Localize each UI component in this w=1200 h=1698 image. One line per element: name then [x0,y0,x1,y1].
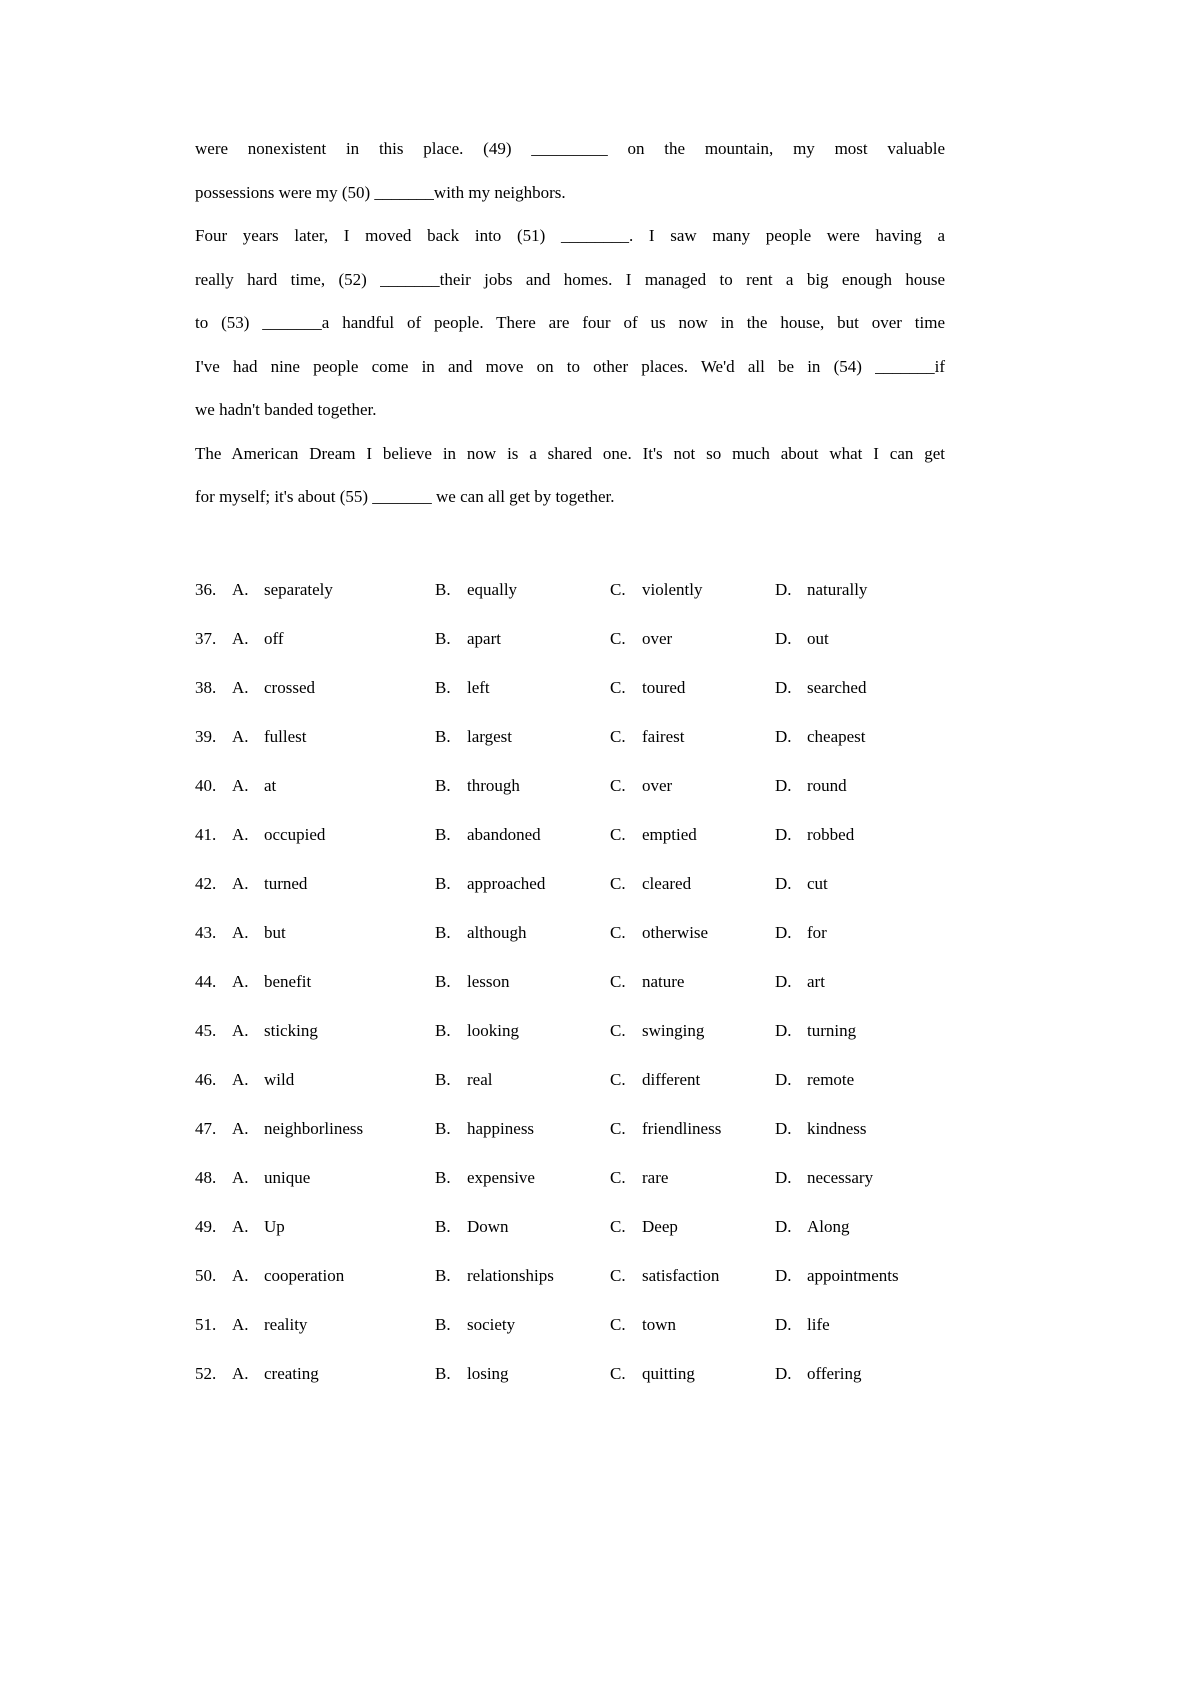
option-text: town [642,1314,676,1334]
question-number: 41. [195,824,217,844]
passage-line: The American Dream I believe in now is a shared one. It's not so much about what I can get [195,443,945,463]
option-letter: A. [232,1216,249,1236]
option-cell [195,565,435,614]
option-cell [610,1349,775,1398]
option-letter: B. [435,1118,451,1138]
option-text: round [807,775,847,795]
option-cell [775,1104,945,1153]
option-cell [435,761,610,810]
question-number: 39. [195,726,217,746]
option-text: turned [264,873,308,893]
option-letter: A. [232,775,249,795]
option-text: different [642,1069,701,1089]
option-text: searched [807,677,867,697]
option-cell [775,957,945,1006]
option-cell [610,908,775,957]
option-text: nature [642,971,685,991]
option-letter: D. [775,971,792,991]
option-cell [195,810,435,859]
option-cell [435,614,610,663]
option-text: creating [264,1363,319,1383]
option-letter: C. [610,1020,626,1040]
option-letter: C. [610,873,626,893]
option-cell [195,761,435,810]
question-number: 36. [195,579,217,599]
option-letter: A. [232,1363,249,1383]
option-cell [435,1349,610,1398]
option-cell [195,1055,435,1104]
option-cell [610,810,775,859]
passage-line: were nonexistent in this place. (49) _________ on the mountain, my most valuable [195,139,945,158]
option-cell [435,565,610,614]
question-number: 38. [195,677,217,697]
passage-line: possessions were my (50) _______with my neighbors. [195,182,566,202]
option-text: Deep [642,1216,678,1236]
question-row [195,1300,945,1349]
option-text: necessary [807,1167,874,1187]
option-text: cheapest [807,726,866,746]
option-text: although [467,922,527,942]
question-number: 47. [195,1118,217,1138]
option-text: otherwise [642,922,709,942]
option-text: Up [264,1216,285,1236]
option-letter: D. [775,1265,792,1285]
passage-line: we hadn't banded together. [195,400,377,419]
question-number: 42. [195,873,217,893]
question-row [195,957,945,1006]
option-text: sticking [264,1020,318,1040]
option-cell [775,1006,945,1055]
passage-line: really hard time, (52) _______their jobs and homes. I managed to rent a big enough house [195,269,945,289]
option-text: largest [467,726,513,746]
option-cell [435,1300,610,1349]
option-letter: A. [232,1314,249,1334]
option-text: benefit [264,971,312,991]
option-text: satisfaction [642,1265,720,1285]
option-cell [610,859,775,908]
option-cell [435,810,610,859]
option-cell [610,663,775,712]
option-cell [610,1251,775,1300]
option-cell [610,1104,775,1153]
question-number: 40. [195,775,217,795]
option-cell [775,1202,945,1251]
option-text: off [264,628,284,648]
option-text: swinging [642,1020,705,1040]
option-text: offering [807,1363,862,1383]
option-letter: D. [775,1216,792,1236]
option-cell [775,1153,945,1202]
option-cell [435,712,610,761]
option-cell [775,1055,945,1104]
option-text: out [807,628,829,648]
option-letter: C. [610,726,626,746]
option-text: violently [642,579,703,599]
option-text: losing [467,1363,509,1383]
option-text: naturally [807,579,868,599]
option-cell [195,908,435,957]
option-letter: A. [232,922,249,942]
option-text: equally [467,579,518,599]
option-text: over [642,775,673,795]
option-letter: A. [232,579,249,599]
option-letter: C. [610,1216,626,1236]
option-letter: D. [775,824,792,844]
option-cell [775,565,945,614]
question-number: 44. [195,971,217,991]
option-cell [775,1349,945,1398]
option-letter: B. [435,628,451,648]
option-letter: A. [232,677,249,697]
option-letter: B. [435,677,451,697]
option-text: cooperation [264,1265,345,1285]
option-cell [775,712,945,761]
option-letter: C. [610,922,626,942]
option-letter: C. [610,824,626,844]
option-text: occupied [264,824,326,844]
question-number: 43. [195,922,217,942]
option-letter: A. [232,873,249,893]
option-cell [610,957,775,1006]
option-letter: C. [610,775,626,795]
option-text: appointments [807,1265,899,1285]
option-cell [195,1202,435,1251]
option-text: apart [467,628,501,648]
option-letter: B. [435,726,451,746]
option-cell [610,1153,775,1202]
option-cell [435,859,610,908]
option-cell [195,1153,435,1202]
option-letter: B. [435,922,451,942]
option-letter: C. [610,1167,626,1187]
option-letter: B. [435,1265,451,1285]
option-letter: C. [610,971,626,991]
option-cell [435,908,610,957]
question-row [195,859,945,908]
option-text: abandoned [467,824,541,844]
option-letter: C. [610,1118,626,1138]
option-text: Down [467,1216,509,1236]
option-text: but [264,922,286,942]
option-cell [435,957,610,1006]
option-letter: B. [435,1314,451,1334]
question-row [195,1202,945,1251]
option-cell [610,761,775,810]
option-letter: D. [775,1363,792,1383]
passage-line: to (53) _______a handful of people. There are four of us now in the house, but over time [195,313,945,332]
option-cell [610,712,775,761]
question-number: 48. [195,1167,217,1187]
option-cell [610,1202,775,1251]
option-text: for [807,922,827,942]
option-letter: C. [610,1265,626,1285]
option-text: kindness [807,1118,867,1138]
option-cell [775,810,945,859]
option-letter: B. [435,1069,451,1089]
option-letter: B. [435,873,451,893]
option-text: crossed [264,677,315,697]
option-text: lesson [467,971,510,991]
option-letter: D. [775,1069,792,1089]
option-cell [435,1055,610,1104]
option-letter: D. [775,677,792,697]
question-row [195,565,945,614]
option-letter: D. [775,775,792,795]
option-cell [195,859,435,908]
option-cell [775,614,945,663]
option-letter: C. [610,1314,626,1334]
option-text: happiness [467,1118,535,1138]
option-letter: B. [435,1020,451,1040]
option-text: left [467,677,490,697]
option-letter: D. [775,628,792,648]
option-text: toured [642,677,686,697]
option-text: emptied [642,824,697,844]
option-letter: A. [232,971,249,991]
question-row [195,663,945,712]
question-row [195,1055,945,1104]
option-letter: B. [435,971,451,991]
option-cell [195,712,435,761]
question-row [195,1153,945,1202]
option-letter: C. [610,628,626,648]
option-letter: B. [435,824,451,844]
option-cell [435,1006,610,1055]
option-cell [435,1202,610,1251]
passage-line: I've had nine people come in and move on to other places. We'd all be in (54) _______if [195,356,945,376]
option-letter: C. [610,579,626,599]
option-cell [195,1349,435,1398]
option-cell [610,1300,775,1349]
option-text: art [807,971,825,991]
option-letter: A. [232,1167,249,1187]
option-text: wild [264,1069,295,1089]
option-cell [195,1300,435,1349]
option-text: Along [807,1216,850,1236]
option-letter: D. [775,1118,792,1138]
option-letter: D. [775,1020,792,1040]
option-letter: A. [232,1265,249,1285]
question-number: 52. [195,1363,217,1383]
option-letter: D. [775,1167,792,1187]
option-text: quitting [642,1363,695,1383]
option-cell [195,1251,435,1300]
option-text: life [807,1314,830,1334]
question-number: 46. [195,1069,217,1089]
option-cell [775,663,945,712]
option-letter: D. [775,873,792,893]
option-letter: A. [232,1118,249,1138]
cloze-passage [195,127,945,519]
option-cell [775,1300,945,1349]
option-cell [775,1251,945,1300]
option-text: cleared [642,873,692,893]
options-table [195,565,945,1398]
option-letter: C. [610,677,626,697]
option-cell [610,565,775,614]
option-letter: B. [435,579,451,599]
option-cell [195,614,435,663]
question-row [195,810,945,859]
question-number: 37. [195,628,217,648]
option-letter: D. [775,1314,792,1334]
option-letter: C. [610,1069,626,1089]
option-text: turning [807,1020,857,1040]
option-letter: A. [232,726,249,746]
option-text: real [467,1069,493,1089]
option-letter: A. [232,1020,249,1040]
option-text: relationships [467,1265,554,1285]
option-cell [435,1153,610,1202]
option-text: society [467,1314,516,1334]
option-text: robbed [807,824,855,844]
option-letter: D. [775,726,792,746]
option-letter: C. [610,1363,626,1383]
option-cell [195,663,435,712]
option-letter: B. [435,1167,451,1187]
option-text: looking [467,1020,519,1040]
question-row [195,712,945,761]
passage-line: for myself; it's about (55) _______ we can all get by together. [195,487,615,506]
option-letter: B. [435,1216,451,1236]
passage-line: Four years later, I moved back into (51) ________. I saw many people were having a [195,226,945,245]
option-letter: A. [232,824,249,844]
option-cell [435,1251,610,1300]
question-number: 49. [195,1216,217,1236]
option-text: remote [807,1069,855,1089]
option-text: separately [264,579,333,599]
question-number: 51. [195,1314,217,1334]
question-row [195,1006,945,1055]
option-text: neighborliness [264,1118,364,1138]
option-text: fullest [264,726,307,746]
question-row [195,908,945,957]
option-cell [195,1006,435,1055]
option-text: expensive [467,1167,535,1187]
option-text: cut [807,873,828,893]
question-row [195,1349,945,1398]
question-row [195,614,945,663]
option-cell [775,859,945,908]
question-row [195,1251,945,1300]
option-text: reality [264,1314,308,1334]
question-number: 50. [195,1265,217,1285]
option-letter: A. [232,1069,249,1089]
option-letter: A. [232,628,249,648]
option-text: unique [264,1167,311,1187]
option-text: over [642,628,673,648]
option-text: at [264,775,277,795]
option-text: through [467,775,520,795]
option-cell [610,1055,775,1104]
question-row [195,761,945,810]
option-cell [435,663,610,712]
option-cell [610,1006,775,1055]
option-letter: B. [435,1363,451,1383]
option-text: rare [642,1167,669,1187]
option-cell [195,1104,435,1153]
question-row [195,1104,945,1153]
question-number: 45. [195,1020,217,1040]
option-cell [775,761,945,810]
option-letter: D. [775,579,792,599]
option-letter: D. [775,922,792,942]
option-cell [435,1104,610,1153]
option-text: approached [467,873,546,893]
option-letter: B. [435,775,451,795]
option-text: fairest [642,726,685,746]
option-cell [610,614,775,663]
option-cell [775,908,945,957]
option-text: friendliness [642,1118,722,1138]
option-cell [195,957,435,1006]
